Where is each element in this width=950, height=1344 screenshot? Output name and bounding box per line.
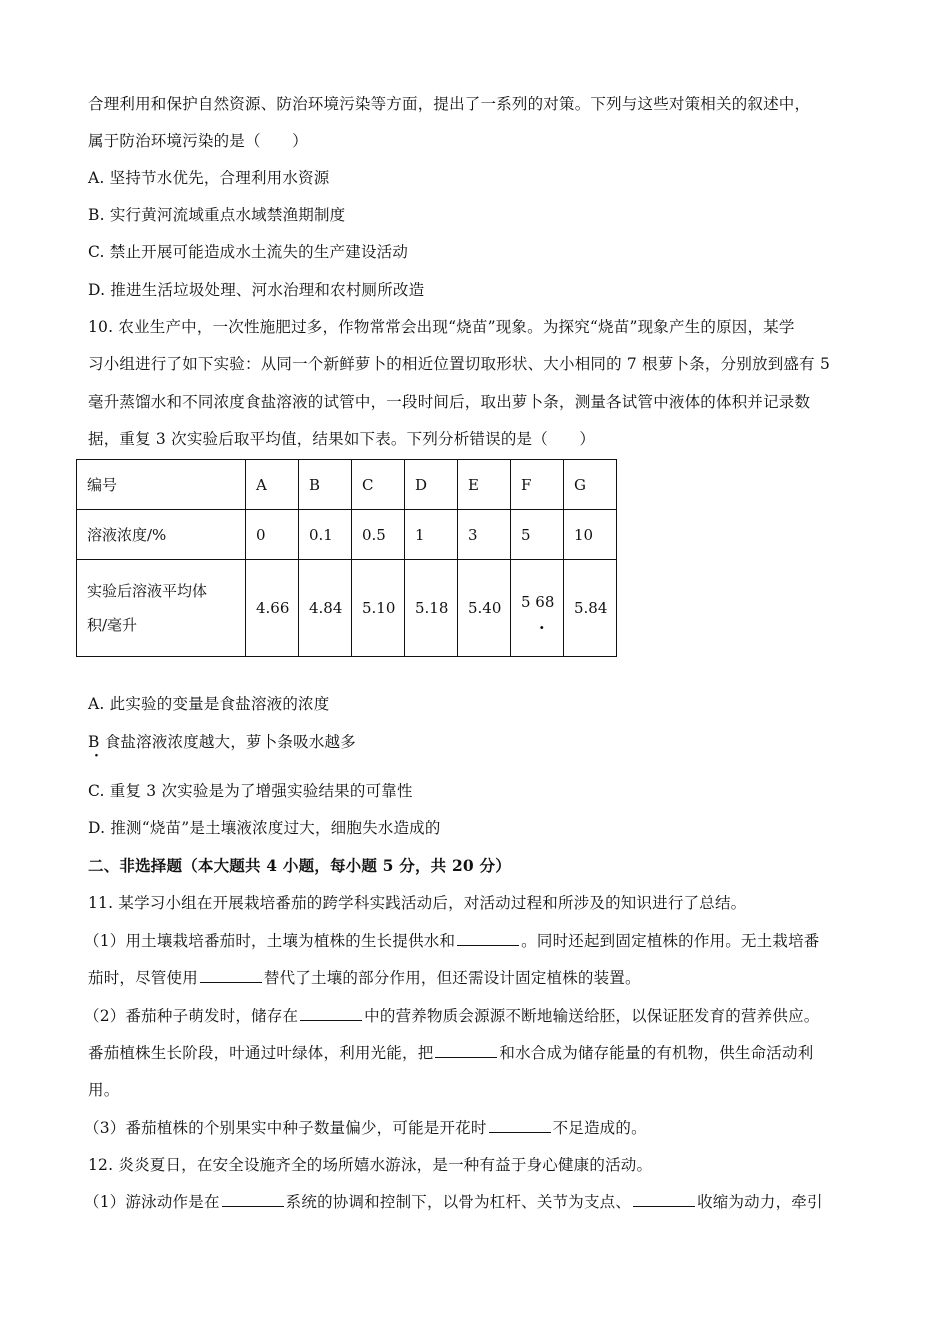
table-cell: 4.84 xyxy=(299,560,352,657)
table-cell: 3 xyxy=(458,510,511,560)
q12-part1-line1 xyxy=(84,1192,823,1212)
answer-blank[interactable] xyxy=(457,931,519,946)
table-cell: B xyxy=(299,460,352,510)
text-segment: 不足造成的。 xyxy=(552,1119,647,1137)
table-cell: D xyxy=(405,460,458,510)
table-cell: F xyxy=(511,460,564,510)
table-cell: 4.66 xyxy=(246,560,299,657)
q11-stem: 11. 某学习小组在开展栽培番茄的跨学科实践活动后，对活动过程和所涉及的知识进行了总结。 xyxy=(88,894,747,912)
q10-option-c: C. 重复 3 次实验是为了增强实验结果的可靠性 xyxy=(88,782,413,800)
table-cell: 5.18 xyxy=(405,560,458,657)
table-row xyxy=(77,560,617,657)
table-cell: 10 xyxy=(564,510,617,560)
text-segment: 茄时，尽管使用 xyxy=(88,969,198,987)
q11-part2-line2 xyxy=(88,1043,813,1063)
answer-blank[interactable] xyxy=(222,1192,284,1207)
table-cell-f-volume xyxy=(511,560,564,657)
text-segment: （2）番茄种子萌发时，储存在 xyxy=(84,1007,299,1025)
q11-part3-line1 xyxy=(84,1118,647,1138)
text-segment: （1）游泳动作是在 xyxy=(84,1193,220,1211)
table-row xyxy=(77,460,617,510)
dot-mark: · xyxy=(94,748,99,764)
text-segment: 收缩为动力，牵引 xyxy=(697,1193,823,1211)
q10-line-4: 据，重复 3 次实验后取平均值，结果如下表。下列分析错误的是（ ） xyxy=(88,430,596,448)
text-segment: 系统的协调和控制下，以骨为杠杆、关节为支点、 xyxy=(285,1193,632,1211)
q11-part1-line2 xyxy=(88,968,641,988)
q10-option-d: D. 推测“烧苗”是土壤液浓度过大，细胞失水造成的 xyxy=(88,819,441,837)
text-segment: 替代了土壤的部分作用，但还需设计固定植株的装置。 xyxy=(263,969,641,987)
q10-line-2: 习小组进行了如下实验：从同一个新鲜萝卜的相近位置切取形状、大小相同的 7 根萝卜条，分别放到盛有 5 xyxy=(88,355,831,373)
table-cell: 5 xyxy=(511,510,564,560)
experiment-table xyxy=(76,459,617,657)
dot-mark: · xyxy=(539,618,545,637)
answer-blank[interactable] xyxy=(489,1118,551,1133)
table-cell: 5.10 xyxy=(352,560,405,657)
table-header-volume-line1: 实验后溶液平均体 xyxy=(87,582,208,600)
table-header-volume xyxy=(77,560,246,657)
q11-part2-line1 xyxy=(84,1006,819,1026)
table-cell: 0.1 xyxy=(299,510,352,560)
table-cell: 5.84 xyxy=(564,560,617,657)
table-header-number: 编号 xyxy=(77,460,246,510)
answer-blank[interactable] xyxy=(300,1006,362,1021)
q10-line-1: 10. 农业生产中，一次性施肥过多，作物常常会出现“烧苗”现象。为探究“烧苗”现象产生的原因，某学 xyxy=(88,318,795,336)
intro-line-2: 属于防治环境污染的是（ ） xyxy=(88,132,308,150)
answer-blank[interactable] xyxy=(435,1043,497,1058)
text-segment: 和水合成为储存能量的有机物，供生命活动利 xyxy=(499,1044,814,1062)
q12-stem: 12. 炎炎夏日，在安全设施齐全的场所嬉水游泳，是一种有益于身心健康的活动。 xyxy=(88,1156,653,1174)
answer-blank[interactable] xyxy=(633,1192,695,1207)
table-cell: 1 xyxy=(405,510,458,560)
text-segment: 。同时还起到固定植株的作用。无土栽培番 xyxy=(521,932,820,950)
q11-part2-line3: 用。 xyxy=(88,1081,120,1099)
table-cell: G xyxy=(564,460,617,510)
q10-line-3: 毫升蒸馏水和不同浓度食盐溶液的试管中，一段时间后，取出萝卜条，测量各试管中液体的体积并记录数 xyxy=(88,393,811,411)
table-cell: A xyxy=(246,460,299,510)
table-cell: 5.40 xyxy=(458,560,511,657)
table-row xyxy=(77,510,617,560)
table-cell: C xyxy=(352,460,405,510)
q11-part1-line1 xyxy=(84,931,819,951)
table-cell: 0.5 xyxy=(352,510,405,560)
table-cell: E xyxy=(458,460,511,510)
q9-option-b: B. 实行黄河流域重点水域禁渔期制度 xyxy=(88,206,346,224)
table-cell: 0 xyxy=(246,510,299,560)
q9-option-a: A. 坚持节水优先，合理利用水资源 xyxy=(88,169,330,187)
q9-option-c: C. 禁止开展可能造成水土流失的生产建设活动 xyxy=(88,243,409,261)
q9-option-d: D. 推进生活垃圾处理、河水治理和农村厕所改造 xyxy=(88,281,425,299)
text-segment: （3）番茄植株的个别果实中种子数量偏少，可能是开花时 xyxy=(84,1119,487,1137)
table-cell-f-value: 5 68 xyxy=(521,593,555,611)
section-2-title: 二、非选择题（本大题共 4 小题，每小题 5 分，共 20 分） xyxy=(88,856,511,875)
text-segment: 番茄植株生长阶段，叶通过叶绿体，利用光能，把 xyxy=(88,1044,434,1062)
answer-blank[interactable] xyxy=(200,968,262,983)
table-header-volume-line2: 积/毫升 xyxy=(87,616,138,634)
text-segment: 中的营养物质会源源不断地输送给胚，以保证胚发育的营养供应。 xyxy=(364,1007,820,1025)
table-header-concentration: 溶液浓度/% xyxy=(77,510,246,560)
intro-line-1: 合理利用和保护自然资源、防治环境污染等方面，提出了一系列的对策。下列与这些对策相关的叙述中， xyxy=(88,95,811,113)
q10-option-a: A. 此实验的变量是食盐溶液的浓度 xyxy=(88,695,330,713)
text-segment: （1）用土壤栽培番茄时，土壤为植株的生长提供水和 xyxy=(84,932,456,950)
q10-option-b: B 食盐溶液浓度越大，萝卜条吸水越多 xyxy=(88,733,356,751)
